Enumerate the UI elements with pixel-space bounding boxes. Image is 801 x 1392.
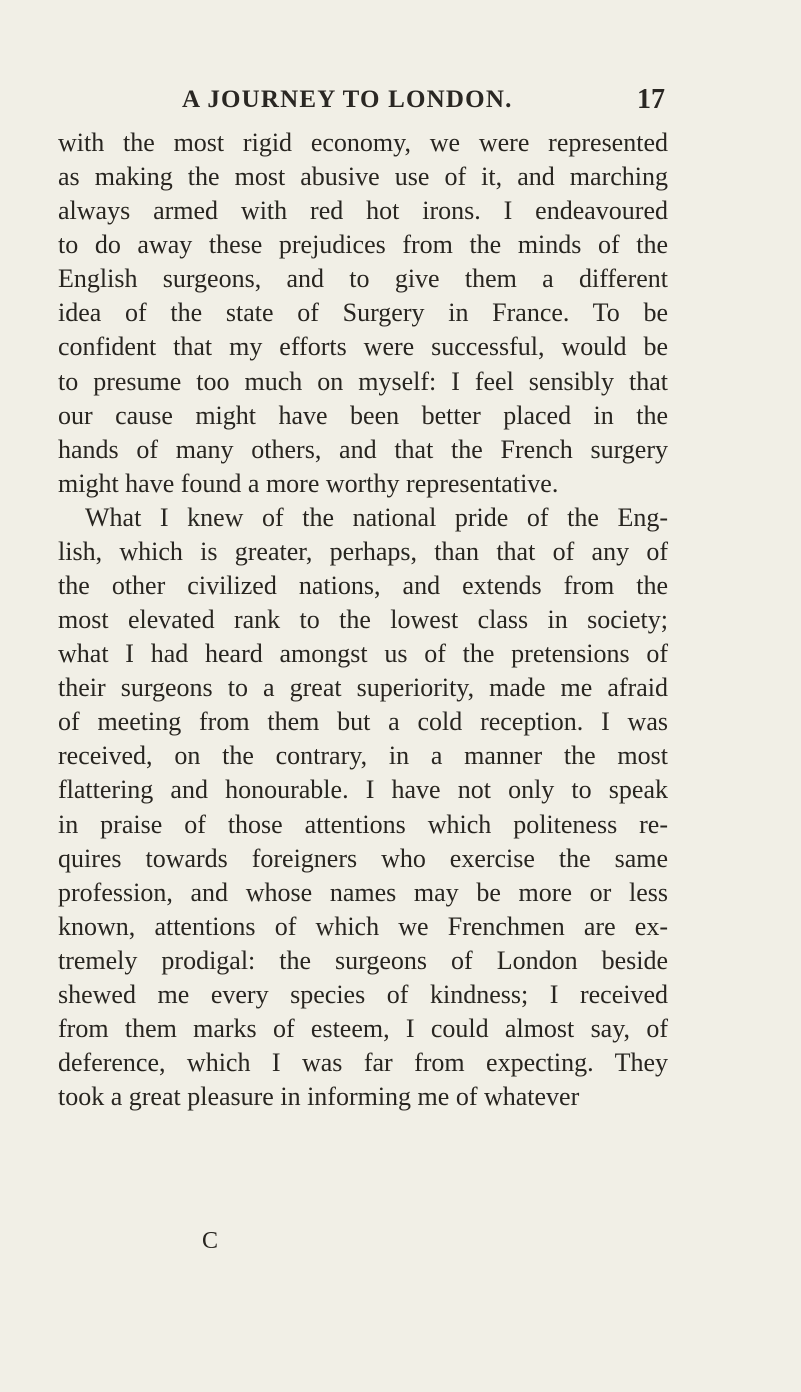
running-title: A JOURNEY TO LONDON. bbox=[182, 86, 513, 113]
text-line: in praise of those attentions which politeness re- bbox=[58, 809, 668, 839]
text-line: with the most rigid economy, we were represented bbox=[58, 128, 668, 157]
text-line: received, on the contrary, in a manner the most bbox=[58, 741, 668, 771]
text-line: what I had heard amongst us of the pretensions of bbox=[58, 639, 668, 669]
text-line: tremely prodigal: the surgeons of London beside bbox=[58, 945, 668, 975]
text-line: profession, and whose names may be more or less bbox=[58, 877, 668, 907]
text-line: deference, which I was far from expecting. They bbox=[58, 1048, 668, 1078]
text-line: of meeting from them but a cold reception. I was bbox=[58, 707, 668, 737]
text-line: most elevated rank to the lowest class in society; bbox=[58, 605, 668, 635]
text-line: What I knew of the national pride of the Eng- bbox=[85, 502, 668, 532]
text-line: hands of many others, and that the French surgery bbox=[58, 434, 668, 464]
text-line: as making the most abusive use of it, and marching bbox=[58, 162, 668, 192]
text-line: always armed with red hot irons. I endeavoured bbox=[58, 196, 668, 226]
body-text bbox=[58, 126, 668, 1114]
running-head bbox=[150, 84, 665, 120]
text-line: took a great pleasure in informing me of whatever bbox=[58, 1082, 580, 1112]
text-line: to presume too much on myself: I feel sensibly that bbox=[58, 366, 668, 396]
page-number: 17 bbox=[637, 84, 665, 115]
text-line: the other civilized nations, and extends from the bbox=[58, 571, 668, 601]
text-line: known, attentions of which we Frenchmen are ex- bbox=[58, 911, 668, 941]
text-line: to do away these prejudices from the minds of the bbox=[58, 230, 668, 260]
text-line: might have found a more worthy representative. bbox=[58, 468, 559, 498]
text-line: confident that my efforts were successful, would be bbox=[58, 332, 668, 362]
text-line: flattering and honourable. I have not only to speak bbox=[58, 775, 668, 805]
text-line: idea of the state of Surgery in France. To be bbox=[58, 298, 668, 328]
text-line: from them marks of esteem, I could almost say, of bbox=[58, 1014, 668, 1044]
text-line: their surgeons to a great superiority, made me afraid bbox=[58, 673, 668, 703]
text-line: lish, which is greater, perhaps, than that of any of bbox=[58, 536, 668, 566]
text-line: English surgeons, and to give them a different bbox=[58, 264, 668, 294]
text-line: quires towards foreigners who exercise the same bbox=[58, 843, 668, 873]
text-line: shewed me every species of kindness; I received bbox=[58, 979, 668, 1009]
text-line: our cause might have been better placed in the bbox=[58, 400, 668, 430]
signature-mark: C bbox=[202, 1228, 219, 1254]
